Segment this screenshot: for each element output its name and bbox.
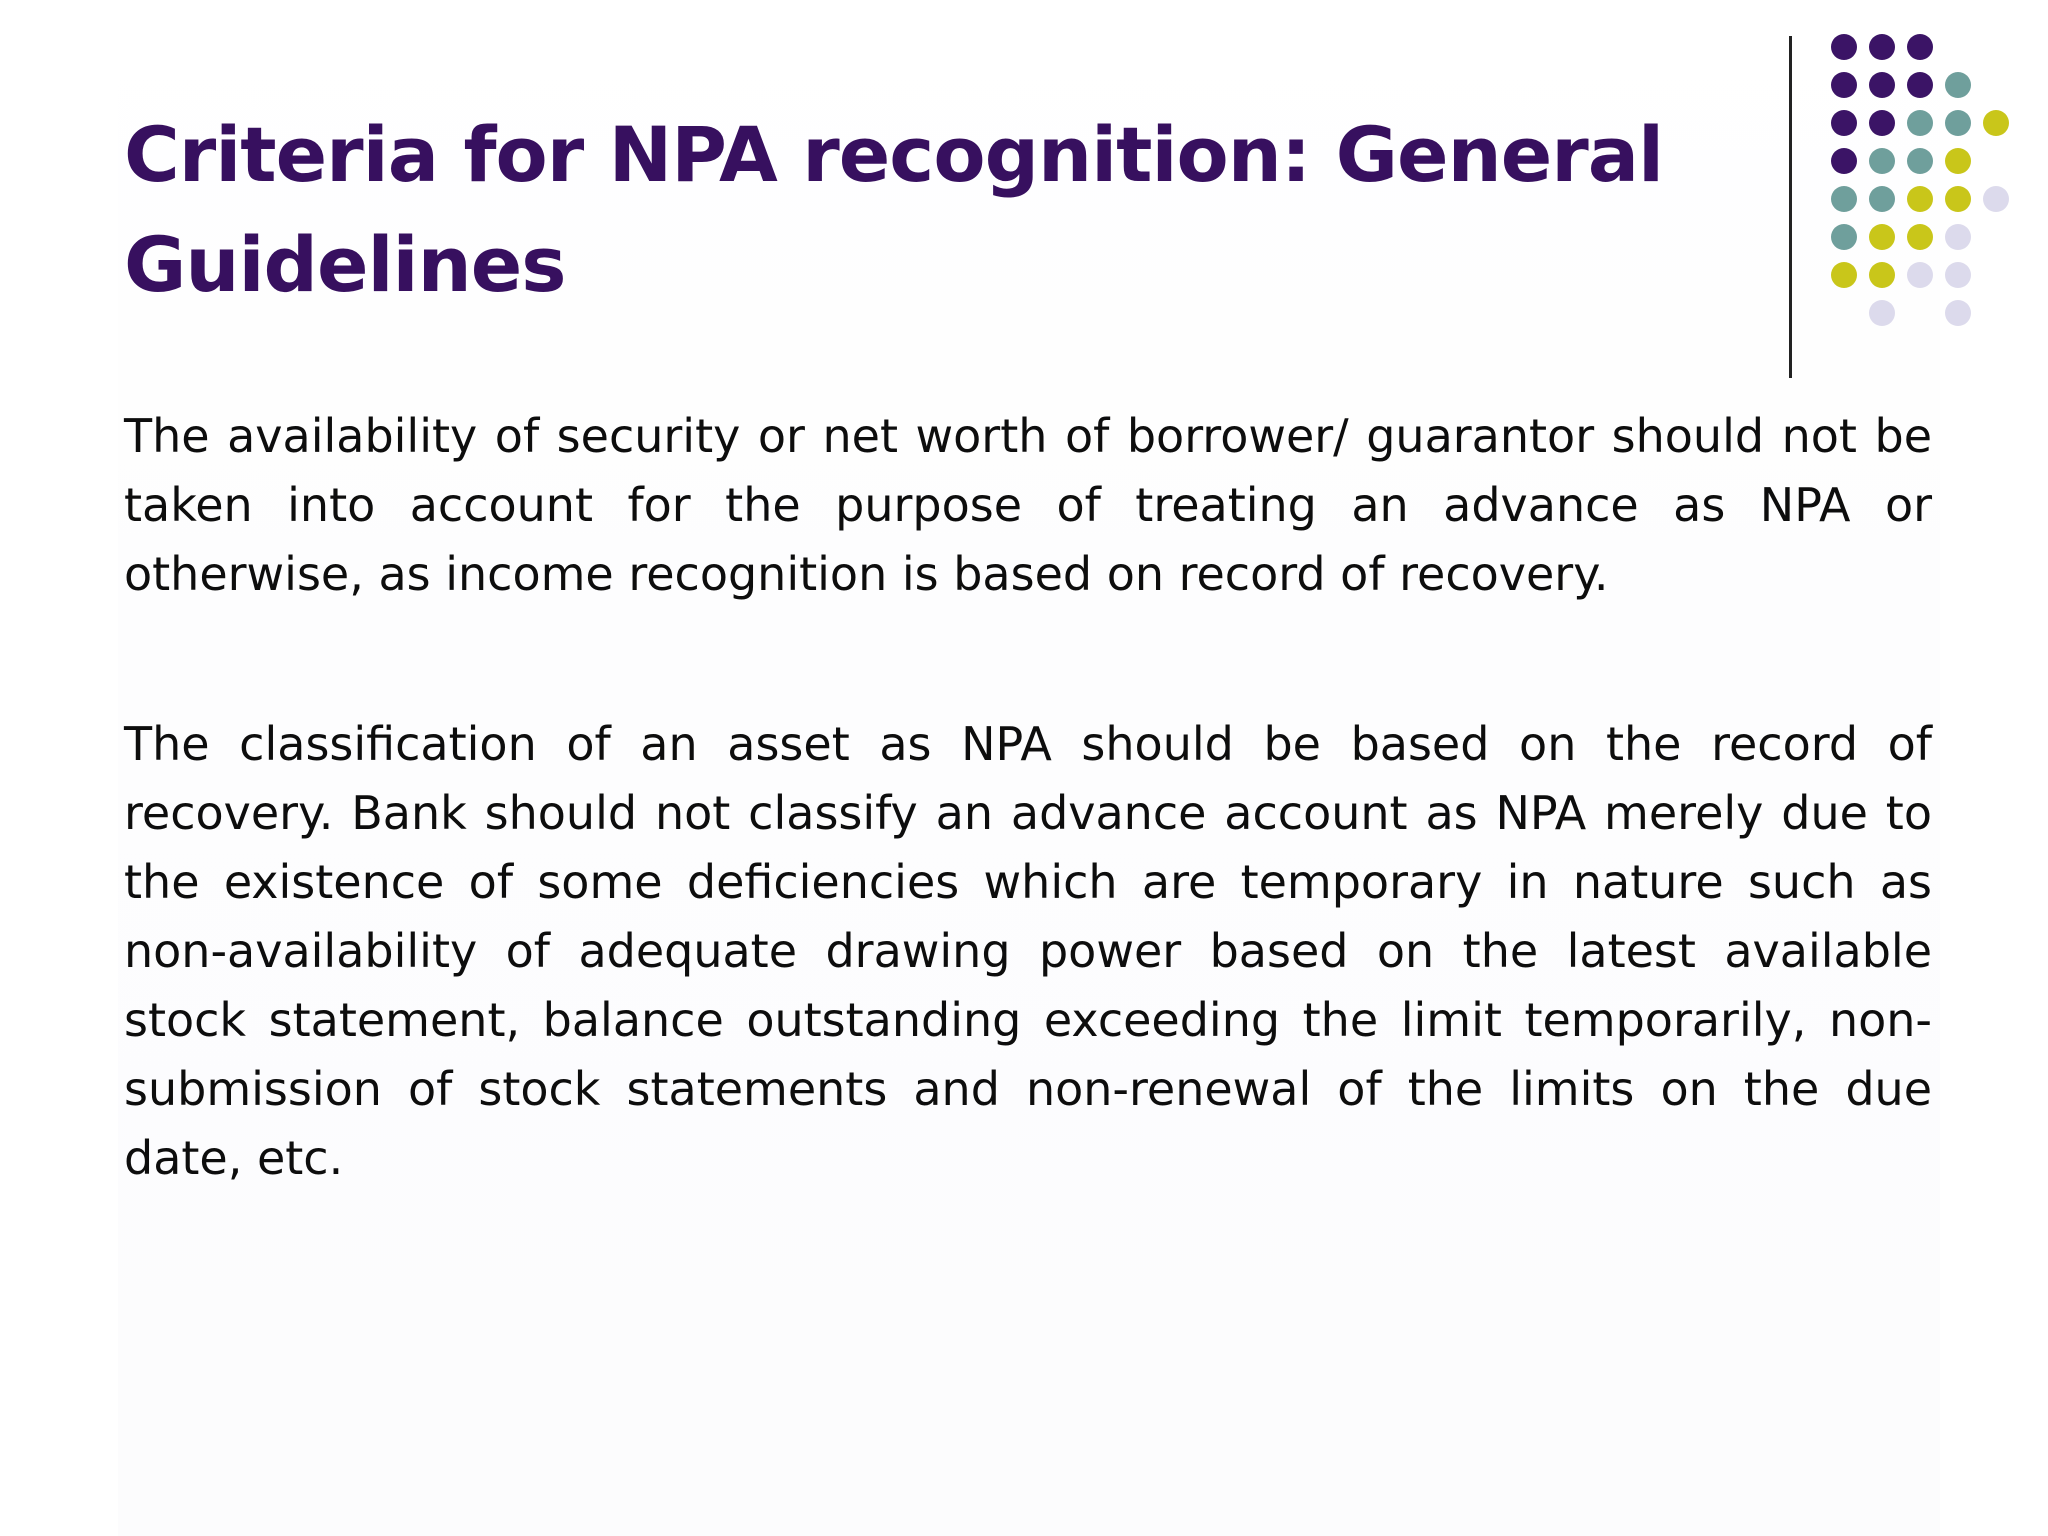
decorative-dot — [1945, 110, 1971, 136]
paragraph-security-availability: The availability of security or net worth of borrower/ guarantor should not be taken into account for the purpose of treating an advance as NPA or otherwise, as income recognition is based on record of recovery. — [124, 409, 1932, 601]
decorative-dot — [1945, 224, 1971, 250]
paragraph-classification-record: The classification of an asset as NPA should be based on the record of recovery. Bank should not classify an advance account as NPA merely due to the existence of some deficiencies which are temporary in nature such as non-availability of adequate drawing power based on the latest available stock statement, balance outstanding exceeding the limit temporarily, non-submission of stock statements and non-renewal of the limits on the due date, etc. — [124, 717, 1932, 1185]
slide-title: Criteria for NPA recognition: General Guidelines — [124, 110, 1664, 309]
decorative-dot — [1945, 148, 1971, 174]
decorative-dot — [1945, 186, 1971, 212]
decorative-dot — [1945, 300, 1971, 326]
decorative-dot — [1945, 72, 1971, 98]
vertical-divider — [1789, 36, 1792, 378]
decorative-dot — [1983, 110, 2009, 136]
decorative-dot — [1945, 262, 1971, 288]
decorative-dot — [1983, 186, 2009, 212]
